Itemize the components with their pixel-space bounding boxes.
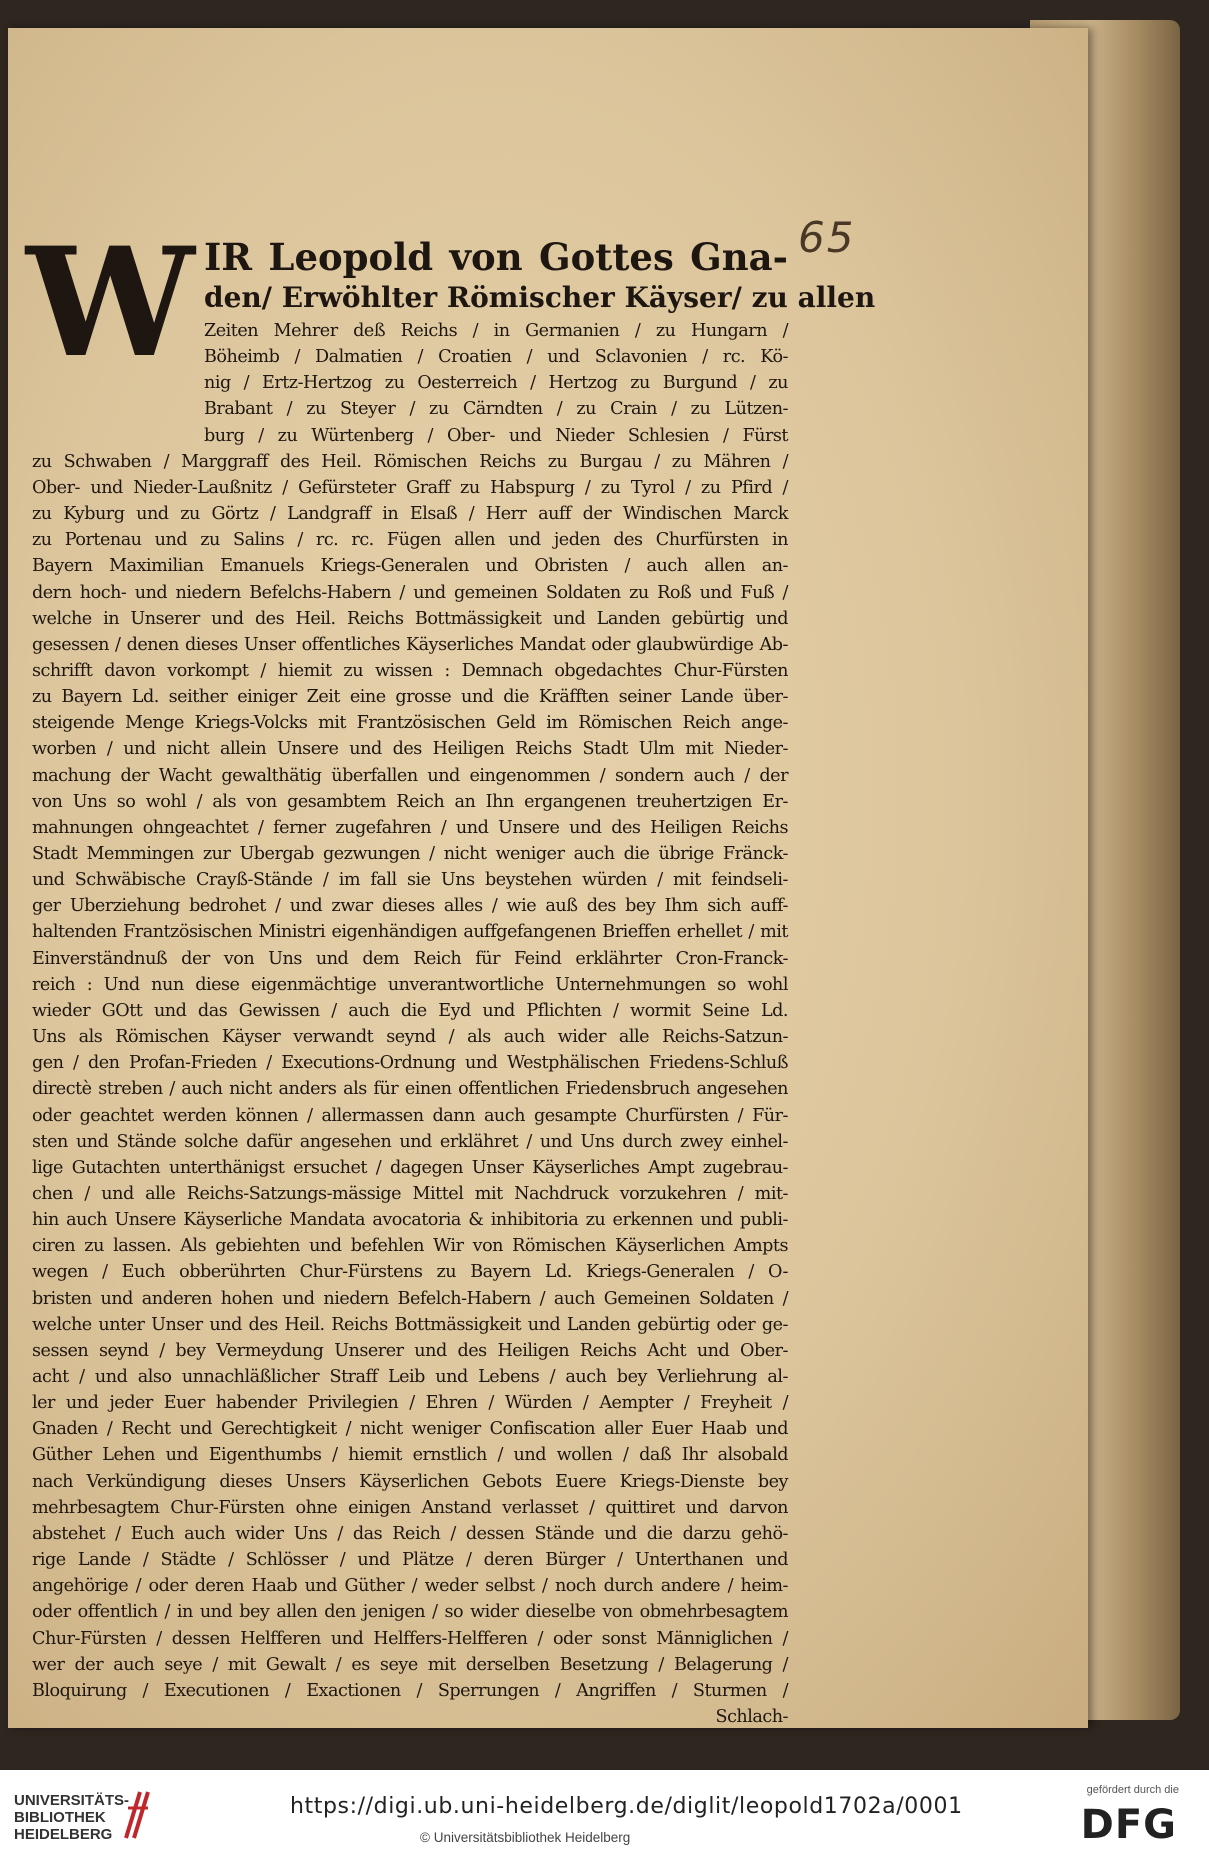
text-line: von Uns so wohl / als von gesambtem Reich an Ihn ergangenen treuhertzigen Er- bbox=[32, 791, 788, 812]
text-line: worben / und nicht allein Unsere und des Heiligen Reichs Stadt Ulm mit Nieder- bbox=[32, 739, 788, 760]
text-line: Uns als Römischen Käyser verwandt seynd / als auch wider alle Reichs-Satzun- bbox=[32, 1027, 788, 1048]
text-line: sten und Stände solche dafür angesehen und erklähret / und Uns durch zwey einhel- bbox=[32, 1131, 788, 1152]
text-line: chen / und alle Reichs-Satzungs-mässige Mittel mit Nachdruck vorzukehren / mit- bbox=[32, 1183, 788, 1204]
library-name[interactable] bbox=[14, 1792, 129, 1843]
text-line: oder offentlich / in und bey allen den jenigen / so wider dieselbe von obmehrbesagtem bbox=[32, 1602, 788, 1623]
library-name-line: HEIDELBERG bbox=[14, 1826, 113, 1843]
text-line: zu Kyburg und zu Görtz / Landgraff in Elsaß / Herr auff der Windischen Marck bbox=[32, 504, 788, 525]
text-line: angehörige / oder deren Haab und Güther / weder selbst / noch durch andere / heim- bbox=[32, 1576, 788, 1597]
text-line: mahnungen ohngeachtet / ferner zugefahren / und Unsere und des Heiligen Reichs bbox=[32, 817, 788, 838]
text-line: sessen seynd / bey Vermeydung Unserer und des Heiligen Reichs Acht und Ober- bbox=[32, 1340, 788, 1361]
text-line: burg / zu Würtenberg / Ober- und Nieder Schlesien / Fürst bbox=[204, 425, 788, 446]
text-line: Stadt Memmingen zur Ubergab gezwungen / nicht weniger auch die übrige Fränck- bbox=[32, 844, 788, 864]
text-line: dern hoch- und niedern Befelchs-Habern / und gemeinen Soldaten zu Roß und Fuß / bbox=[32, 582, 788, 603]
text-line: Schlach- bbox=[715, 1706, 788, 1727]
text-line: Ober- und Nieder-Laußnitz / Gefürsteter Graff zu Habspurg / zu Tyrol / zu Pfird / bbox=[32, 477, 788, 498]
text-line: wer der auch seye / mit Gewalt / es seye mit derselben Besetzung / Belagerung / bbox=[32, 1654, 788, 1675]
text-line: nach Verkündigung dieses Unsers Käyserlichen Gebots Euere Kriegs-Dienste bey bbox=[32, 1471, 788, 1492]
permalink-url[interactable]: https://digi.ub.uni-heidelberg.de/diglit/leopold1702a/0001 bbox=[290, 1794, 963, 1819]
text-line: Güther Lehen und Eigenthumbs / hiemit ernstlich / und wollen / daß Ihr alsobald bbox=[32, 1445, 788, 1466]
text-line: welche unter Unser und des Heil. Reichs Bottmässigkeit und Landen gebürtig oder ge- bbox=[32, 1314, 788, 1335]
text-line: wieder GOtt und das Gewissen / auch die Eyd und Pflichten / wormit Seine Ld. bbox=[32, 1000, 788, 1021]
footer-bar bbox=[0, 1770, 1209, 1858]
library-logo-icon bbox=[122, 1788, 152, 1842]
text-line: bristen und anderen hohen und niedern Befelch-Habern / auch Gemeinen Soldaten / bbox=[32, 1288, 788, 1309]
text-line: hin auch Unsere Käyserliche Mandata avocatoria & inhibitoria zu erkennen und publi- bbox=[32, 1210, 788, 1231]
paper-leaf bbox=[8, 28, 1088, 1728]
copyright-notice: © Universitätsbibliothek Heidelberg bbox=[420, 1830, 631, 1845]
text-line: Bloquirung / Executionen / Exactionen / Sperrungen / Angriffen / Sturmen / bbox=[32, 1680, 788, 1701]
text-line: gesessen / denen dieses Unser offentliches Käyserliches Mandat oder glaubwürdige Ab- bbox=[32, 634, 788, 655]
text-line: zu Bayern Ld. seither einiger Zeit eine grosse und die Kräfften seiner Lande über- bbox=[32, 687, 788, 708]
text-line: ger Uberziehung bedrohet / und zwar dieses alles / wie auß des bey Ihm sich auff- bbox=[32, 896, 788, 917]
library-name-line: UNIVERSITÄTS- bbox=[14, 1792, 130, 1809]
text-line: directè streben / auch nicht anders als für einen offentlichen Friedensbruch angesehen bbox=[32, 1079, 788, 1100]
text-line: haltenden Frantzösischen Ministri eigenhändigen auffgefangenen Brieffen erhellet / mit bbox=[32, 922, 788, 943]
text-line: zu Schwaben / Marggraff des Heil. Römischen Reichs zu Burgau / zu Mähren / bbox=[32, 451, 788, 472]
folio-number: 65 bbox=[798, 213, 856, 262]
text-line: rige Lande / Städte / Schlösser / und Plätze / deren Bürger / Unterthanen und bbox=[32, 1550, 788, 1571]
text-line: oder geachtet werden können / allermassen dann auch gesampte Churfürsten / Für- bbox=[32, 1105, 788, 1126]
decorated-initial: W bbox=[26, 215, 195, 391]
text-line: zu Portenau und zu Salins / rc. rc. Fügen allen und jeden des Churfürsten in bbox=[32, 530, 788, 551]
text-line: Brabant / zu Steyer / zu Cärndten / zu Crain / zu Lützen- bbox=[204, 399, 788, 420]
text-line: Chur-Fürsten / dessen Helfferen und Helffers-Helfferen / oder sonst Männiglichen / bbox=[32, 1628, 788, 1649]
text-line: Böheimb / Dalmatien / Croatien / und Sclavonien / rc. Kö- bbox=[204, 347, 788, 368]
text-line: steigende Menge Kriegs-Volcks mit Frantzösischen Geld im Römischen Reich ange- bbox=[32, 713, 788, 734]
text-line: Gnaden / Recht und Gerechtigkeit / nicht weniger Confiscation aller Euer Haab und bbox=[32, 1419, 788, 1440]
text-line: wegen / Euch obberührten Chur-Fürstens zu Bayern Ld. Kriegs-Generalen / O- bbox=[32, 1262, 788, 1283]
dfg-logo[interactable]: DFG bbox=[1080, 1802, 1177, 1848]
text-line: den/ Erwöhlter Römischer Käyser/ zu allen bbox=[204, 281, 876, 314]
text-line: Einverständnuß der von Uns und dem Reich für Feind erklährter Cron-Franck- bbox=[32, 948, 788, 969]
text-line: Bayern Maximilian Emanuels Kriegs-Generalen und Obristen / auch allen an- bbox=[32, 556, 788, 577]
text-line: Zeiten Mehrer deß Reichs / in Germanien / zu Hungarn / bbox=[204, 321, 788, 341]
text-line: abstehet / Euch auch wider Uns / das Reich / dessen Stände und die darzu gehö- bbox=[32, 1523, 788, 1544]
text-line: reich : Und nun diese eigenmächtige unverantwortliche Unternehmungen so wohl bbox=[32, 974, 788, 995]
text-line: machung der Wacht gewalthätig überfallen und eingenommen / sondern auch / der bbox=[32, 765, 788, 786]
funding-caption: gefördert durch die bbox=[1086, 1784, 1179, 1796]
text-line: und Schwäbische Crayß-Stände / im fall sie Uns beystehen würden / mit feindseli- bbox=[32, 870, 788, 891]
text-line: ciren zu lassen. Als gebiehten und befehlen Wir von Römischen Käyserlichen Ampts bbox=[32, 1236, 788, 1257]
text-line: gen / den Profan-Frieden / Executions-Ordnung und Westphälischen Friedens-Schluß bbox=[32, 1053, 788, 1074]
text-line: welche in Unserer und des Heil. Reichs Bottmässigkeit und Landen gebürtig und bbox=[32, 608, 788, 629]
text-line: nig / Ertz-Hertzog zu Oesterreich / Hertzog zu Burgund / zu bbox=[204, 373, 788, 394]
text-line: mehrbesagtem Chur-Fürsten ohne einigen Anstand verlasset / quittiret und darvon bbox=[32, 1497, 788, 1518]
text-line: ler und jeder Euer habender Privilegien / Ehren / Würden / Aempter / Freyheit / bbox=[32, 1393, 788, 1414]
text-line: schrifft davon vorkompt / hiemit zu wissen : Demnach obgedachtes Chur-Fürsten bbox=[32, 660, 788, 681]
library-name-line: BIBLIOTHEK bbox=[14, 1809, 106, 1826]
text-line: acht / und also unnachläßlicher Straff Leib und Lebens / auch bey Verliehrung al- bbox=[32, 1367, 788, 1387]
text-line: IR Leopold von Gottes Gna- bbox=[204, 235, 788, 279]
text-line: lige Gutachten unterthänigst ersuchet / dagegen Unser Käyserliches Ampt zugebrau- bbox=[32, 1157, 788, 1178]
